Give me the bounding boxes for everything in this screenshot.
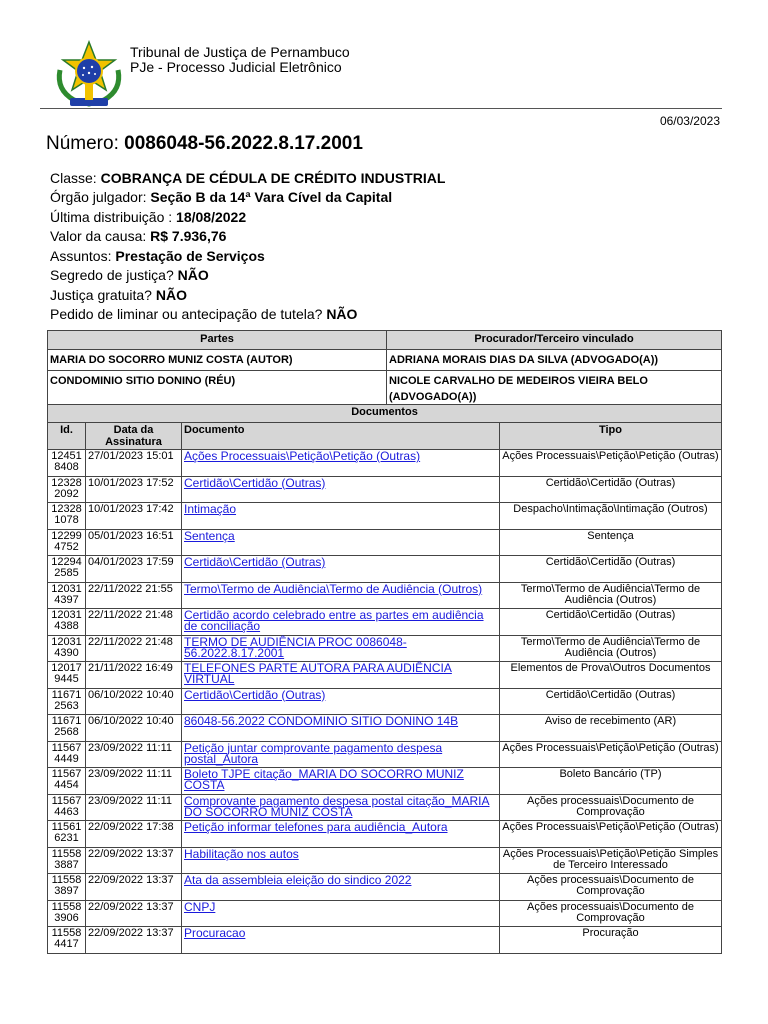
document-link[interactable]: Ata da assembleia eleição do sindico 2022	[184, 873, 412, 887]
system-name: PJe - Processo Judicial Eletrônico	[130, 59, 342, 75]
doc-link-cell	[182, 715, 500, 742]
doc-id-cell: 115674454	[48, 768, 86, 795]
document-link[interactable]: 86048-56.2022 CONDOMINIO SITIO DONINO 14B	[184, 714, 459, 728]
table-row	[48, 688, 722, 715]
doc-tipo-cell: Ações processuais\Documento de Comprovação	[500, 900, 722, 927]
doc-link-cell	[182, 768, 500, 795]
doc-tipo-cell: Sentença	[500, 529, 722, 556]
info-liminar	[50, 305, 357, 323]
doc-tipo-cell: Certidão\Certidão (Outras)	[500, 476, 722, 503]
doc-date-cell: 22/09/2022 17:38	[86, 821, 182, 848]
doc-id-cell: 116712568	[48, 715, 86, 742]
table-row	[48, 350, 722, 371]
doc-link-cell	[182, 450, 500, 477]
documentos-body	[48, 450, 722, 954]
document-link[interactable]: Procuracao	[184, 926, 246, 940]
document-link[interactable]: TERMO DE AUDIÊNCIA PROC 0086048-56.2022.8.17.2001	[184, 634, 407, 660]
header-divider	[40, 108, 722, 109]
doc-link-cell	[182, 503, 500, 530]
doc-id-cell: 122942585	[48, 556, 86, 583]
procurador-header: Procurador/Terceiro vinculado	[387, 331, 722, 350]
doc-id-cell: 124518408	[48, 450, 86, 477]
document-link[interactable]: Petição juntar comprovante pagamento despesa postal_Autora	[184, 740, 443, 766]
court-name: Tribunal de Justiça de Pernambuco	[130, 44, 350, 60]
document-link[interactable]: Boleto TJPE citação_MARIA DO SOCORRO MUNIZ COSTA	[184, 767, 464, 792]
info-value: NÃO	[155, 287, 187, 303]
document-link[interactable]: Habilitação nos autos	[184, 846, 299, 861]
document-link[interactable]: TELEFONES PARTE AUTORA PARA AUDIÊNCIA VIRTUAL	[184, 661, 452, 686]
doc-link-cell	[182, 688, 500, 715]
doc-link-cell	[182, 662, 500, 689]
info-value: Prestação de Serviços	[115, 248, 265, 264]
info-value: Seção B da 14ª Vara Cível da Capital	[150, 189, 393, 205]
doc-link-cell	[182, 927, 500, 954]
info-value: COBRANÇA DE CÉDULA DE CRÉDITO INDUSTRIAL	[100, 170, 446, 186]
doc-link-cell	[182, 794, 500, 821]
col-data-header: Data da Assinatura	[86, 423, 182, 450]
table-row	[48, 609, 722, 636]
doc-link-cell	[182, 556, 500, 583]
doc-tipo-cell: Certidão\Certidão (Outras)	[500, 556, 722, 583]
info-value: NÃO	[326, 306, 358, 322]
doc-id-cell: 115674449	[48, 741, 86, 768]
table-row	[48, 476, 722, 503]
doc-date-cell: 22/09/2022 13:37	[86, 927, 182, 954]
table-row	[48, 927, 722, 954]
document-link[interactable]: Certidão\Certidão (Outras)	[184, 687, 326, 702]
doc-link-cell	[182, 529, 500, 556]
doc-date-cell: 06/10/2022 10:40	[86, 688, 182, 715]
doc-tipo-cell: Termo\Termo de Audiência\Termo de Audiência (Outros)	[500, 582, 722, 609]
doc-date-cell: 23/09/2022 11:11	[86, 741, 182, 768]
partes-table	[47, 330, 722, 408]
doc-tipo-cell: Procuração	[500, 927, 722, 954]
table-row	[48, 662, 722, 689]
col-documento-header: Documento	[182, 423, 500, 450]
table-row	[48, 741, 722, 768]
info-label: Órgão julgador:	[50, 189, 151, 205]
info-value: 18/08/2022	[176, 209, 247, 225]
doc-tipo-cell: Despacho\Intimação\Intimação (Outros)	[500, 503, 722, 530]
info-gratuita	[50, 286, 187, 304]
doc-tipo-cell: Ações processuais\Documento de Comprovação	[500, 794, 722, 821]
doc-tipo-cell: Boleto Bancário (TP)	[500, 768, 722, 795]
process-number-label: Número:	[46, 133, 119, 154]
doc-id-cell: 115584417	[48, 927, 86, 954]
info-label: Pedido de liminar ou antecipação de tutela?	[50, 306, 327, 322]
document-link[interactable]: Intimação	[184, 502, 237, 516]
document-link[interactable]: Termo\Termo de Audiência\Termo de Audiência (Outros)	[184, 581, 483, 596]
doc-date-cell: 22/11/2022 21:48	[86, 609, 182, 636]
table-row	[48, 847, 722, 874]
process-number-value: 0086048-56.2022.8.17.2001	[124, 133, 363, 154]
table-row	[48, 529, 722, 556]
procurador-cell: ADRIANA MORAIS DIAS DA SILVA (ADVOGADO(A))	[387, 350, 722, 371]
parte-cell: CONDOMINIO SITIO DONINO (RÉU)	[48, 371, 387, 408]
doc-date-cell: 22/09/2022 13:37	[86, 847, 182, 874]
doc-tipo-cell: Elementos de Prova\Outros Documentos	[500, 662, 722, 689]
doc-date-cell: 05/01/2023 16:51	[86, 529, 182, 556]
doc-id-cell: 123282092	[48, 476, 86, 503]
doc-date-cell: 10/01/2023 17:42	[86, 503, 182, 530]
doc-date-cell: 22/09/2022 13:37	[86, 900, 182, 927]
doc-date-cell: 06/10/2022 10:40	[86, 715, 182, 742]
info-label: Segredo de justiça?	[50, 267, 178, 283]
info-assuntos	[50, 247, 265, 265]
table-row	[48, 715, 722, 742]
table-row	[48, 900, 722, 927]
doc-link-cell	[182, 582, 500, 609]
header	[40, 30, 722, 108]
doc-date-cell: 23/09/2022 11:11	[86, 768, 182, 795]
table-row	[48, 582, 722, 609]
procurador-cell: NICOLE CARVALHO DE MEDEIROS VIEIRA BELO (ADVOGADO(A))	[387, 371, 722, 408]
doc-link-cell	[182, 635, 500, 662]
doc-date-cell: 10/01/2023 17:52	[86, 476, 182, 503]
partes-header: Partes	[48, 331, 387, 350]
process-number	[46, 133, 363, 155]
doc-tipo-cell: Ações Processuais\Petição\Petição (Outras)	[500, 450, 722, 477]
doc-id-cell: 120314397	[48, 582, 86, 609]
col-tipo-header: Tipo	[500, 423, 722, 450]
doc-date-cell: 21/11/2022 16:49	[86, 662, 182, 689]
doc-id-cell: 115616231	[48, 821, 86, 848]
doc-id-cell: 115583897	[48, 874, 86, 901]
document-link[interactable]: Certidão\Certidão (Outras)	[184, 475, 326, 490]
info-classe	[50, 169, 445, 187]
doc-link-cell	[182, 900, 500, 927]
doc-id-cell: 120179445	[48, 662, 86, 689]
table-row	[48, 768, 722, 795]
table-row	[48, 450, 722, 477]
table-row	[48, 821, 722, 848]
doc-link-cell	[182, 741, 500, 768]
doc-date-cell: 22/09/2022 13:37	[86, 874, 182, 901]
doc-id-cell: 122994752	[48, 529, 86, 556]
document-link[interactable]: Sentença	[184, 528, 235, 543]
info-distribuicao	[50, 208, 246, 226]
info-label: Assuntos:	[50, 248, 116, 264]
table-row	[48, 556, 722, 583]
info-label: Última distribuição :	[50, 209, 177, 225]
document-link[interactable]: Petição informar telefones para audiência_Autora	[184, 820, 448, 834]
parte-cell: MARIA DO SOCORRO MUNIZ COSTA (AUTOR)	[48, 350, 387, 371]
doc-id-cell: 115583906	[48, 900, 86, 927]
doc-tipo-cell: Ações Processuais\Petição\Petição (Outras)	[500, 821, 722, 848]
doc-link-cell	[182, 821, 500, 848]
doc-tipo-cell: Aviso de recebimento (AR)	[500, 715, 722, 742]
doc-tipo-cell: Certidão\Certidão (Outras)	[500, 609, 722, 636]
document-link[interactable]: Ações Processuais\Petição\Petição (Outras)	[184, 449, 421, 463]
doc-id-cell: 115674463	[48, 794, 86, 821]
document-link[interactable]: Comprovante pagamento despesa postal citação_MARIA DO SOCORRO MUNIZ COSTA	[184, 793, 490, 819]
doc-date-cell: 23/09/2022 11:11	[86, 794, 182, 821]
coat-of-arms-icon	[52, 40, 126, 110]
doc-id-cell: 116712563	[48, 688, 86, 715]
info-segredo	[50, 266, 209, 284]
doc-tipo-cell: Ações Processuais\Petição\Petição (Outras)	[500, 741, 722, 768]
doc-date-cell: 27/01/2023 15:01	[86, 450, 182, 477]
doc-date-cell: 04/01/2023 17:59	[86, 556, 182, 583]
doc-date-cell: 22/11/2022 21:48	[86, 635, 182, 662]
doc-id-cell: 123281078	[48, 503, 86, 530]
doc-tipo-cell: Certidão\Certidão (Outras)	[500, 688, 722, 715]
doc-tipo-cell: Ações processuais\Documento de Comprovação	[500, 874, 722, 901]
table-row	[48, 371, 722, 408]
doc-link-cell	[182, 476, 500, 503]
info-orgao	[50, 188, 392, 206]
document-link[interactable]: Certidão acordo celebrado entre as partes em audiência de conciliação	[184, 608, 484, 633]
documentos-caption: Documentos	[48, 405, 722, 423]
doc-link-cell	[182, 847, 500, 874]
doc-date-cell: 22/11/2022 21:55	[86, 582, 182, 609]
doc-link-cell	[182, 874, 500, 901]
document-date: 06/03/2023	[659, 114, 720, 128]
doc-id-cell: 120314388	[48, 609, 86, 636]
table-row	[48, 635, 722, 662]
doc-id-cell: 115583887	[48, 847, 86, 874]
doc-tipo-cell: Termo\Termo de Audiência\Termo de Audiência (Outros)	[500, 635, 722, 662]
table-row	[48, 503, 722, 530]
info-value: NÃO	[177, 267, 209, 283]
info-label: Classe:	[50, 170, 101, 186]
table-row	[48, 874, 722, 901]
info-valor	[50, 227, 226, 245]
doc-id-cell: 120314390	[48, 635, 86, 662]
doc-link-cell	[182, 609, 500, 636]
doc-tipo-cell: Ações Processuais\Petição\Petição Simples de Terceiro Interessado	[500, 847, 722, 874]
col-id-header: Id.	[48, 423, 86, 450]
info-label: Justiça gratuita?	[50, 287, 156, 303]
info-value: R$ 7.936,76	[150, 228, 227, 244]
table-row	[48, 794, 722, 821]
documentos-table	[47, 404, 722, 954]
info-label: Valor da causa:	[50, 228, 151, 244]
document-link[interactable]: Certidão\Certidão (Outras)	[184, 555, 326, 569]
document-link[interactable]: CNPJ	[184, 899, 216, 914]
